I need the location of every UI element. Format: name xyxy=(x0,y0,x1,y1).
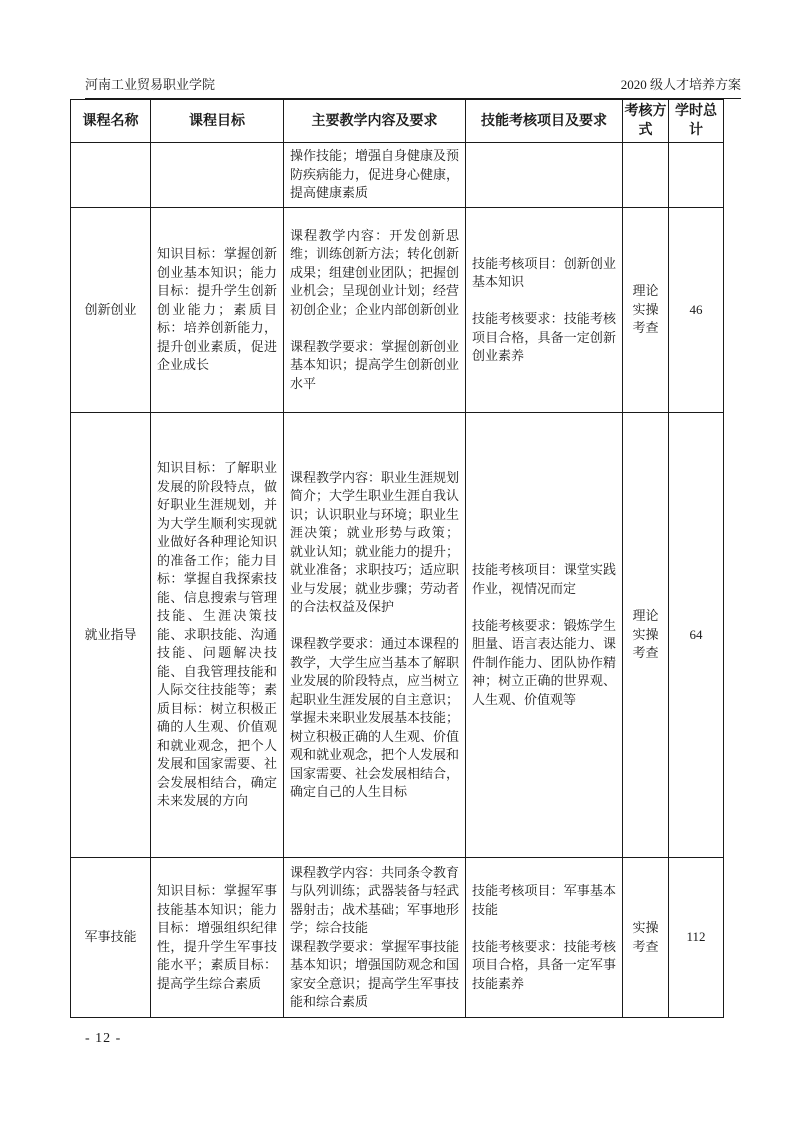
table-row-innovation xyxy=(71,208,724,413)
assessment-paragraph: 技能考核项目：课堂实践作业，视情况而定 xyxy=(472,562,616,596)
assessment-paragraph: 技能考核项目：军事基本技能 xyxy=(472,883,616,917)
teaching-content-cell xyxy=(284,413,466,858)
course-objectives-cell: 知识目标：掌握军事技能基本知识；能力目标：增强组织纪律性，提升学生军事技能水平；素质目标：提高学生综合素质 xyxy=(151,858,284,1018)
course-objectives-cell: 知识目标：掌握创新创业基本知识；能力目标：提升学生创新创业能力；素质目标：培养创新能力，提升创业素质，促进企业成长 xyxy=(151,208,284,413)
course-name-cell: 就业指导 xyxy=(71,413,151,858)
assessment-method-cell: 理论实操考查 xyxy=(623,413,669,858)
teaching-content-cell xyxy=(284,143,466,208)
table-row-employment xyxy=(71,413,724,858)
assessment-method-cell xyxy=(623,143,669,208)
column-header-method: 考核方式 xyxy=(623,100,669,143)
table-header-row xyxy=(71,100,724,143)
total-hours-cell: 112 xyxy=(669,858,724,1018)
page-header xyxy=(85,74,741,99)
assessment-method-cell: 理论实操考查 xyxy=(623,208,669,413)
skill-assessment-cell xyxy=(466,858,623,1018)
assessment-paragraph: 技能考核要求：技能考核项目合格，具备一定军事技能素养 xyxy=(472,938,616,991)
content-paragraph: 课程教学内容：职业生涯规划简介；大学生职业生涯自我认识；认识职业与环境；职业生涯决策；就业形势与政策； 就业认知；就业能力的提升；就业准备；求职技巧；适应职业与发展；就业步骤；劳动者的合法权益及保护 xyxy=(290,469,460,614)
assessment-paragraph: 技能考核要求：锻炼学生胆量、语言表达能力、课件制作能力、团队协作精神；树立正确的世界观、人生观、价值观等 xyxy=(472,617,616,707)
skill-assessment-cell xyxy=(466,143,623,208)
total-hours-cell xyxy=(669,143,724,208)
course-name-cell: 军事技能 xyxy=(71,858,151,1018)
column-header-assessment: 技能考核项目及要求 xyxy=(466,100,623,143)
total-hours-cell: 64 xyxy=(669,413,724,858)
table-row-military xyxy=(71,858,724,1018)
skill-assessment-cell xyxy=(466,208,623,413)
curriculum-table xyxy=(70,99,724,1018)
teaching-content-cell xyxy=(284,858,466,1018)
header-plan-title: 2020 级人才培养方案 xyxy=(620,77,741,92)
assessment-paragraph: 技能考核项目：创新创业基本知识 xyxy=(472,255,616,289)
column-header-content: 主要教学内容及要求 xyxy=(284,100,466,143)
assessment-paragraph: 技能考核要求：技能考核项目合格，具备一定创新创业素养 xyxy=(472,311,616,363)
total-hours-cell: 46 xyxy=(669,208,724,413)
content-paragraph: 课程教学内容：开发创新思维；训练创新方法；转化创新成果；组建创业团队；把握创业机会；呈现创业计划；经营初创企业；企业内部创新创业 xyxy=(290,227,460,317)
content-paragraph: 课程教学要求：掌握军事技能基本知识；增强国防观念和国家安全意识；提高学生军事技能和综合素质 xyxy=(290,938,460,1009)
assessment-method-cell: 实操考查 xyxy=(623,858,669,1018)
content-paragraph: 课程教学要求：通过本课程的教学，大学生应当基本了解职业发展的阶段特点，应当树立起职业生涯发展的自主意识；掌握未来职业发展基本技能；树立积极正确的人生观、价值观和就业观念，把个人发展和国家需要、社会发展相结合，确定自己的人生目标 xyxy=(290,636,460,799)
column-header-objectives: 课程目标 xyxy=(151,100,284,143)
course-objectives-cell xyxy=(151,143,284,208)
content-paragraph: 操作技能；增强自身健康及预防疾病能力，促进身心健康，提高健康素质 xyxy=(290,148,460,201)
header-school-name: 河南工业贸易职业学院 xyxy=(85,77,216,92)
table-row-continued xyxy=(71,143,724,208)
column-header-course: 课程名称 xyxy=(71,100,151,143)
course-name-cell: 创新创业 xyxy=(71,208,151,413)
course-objectives-cell: 知识目标：了解职业发展的阶段特点，做好职业生涯规划，并为大学生顺利实现就业做好各种理论知识的准备工作；能力目标：掌握自我探索技能、信息搜索与管理技能、生涯决策技能、求职技能、沟通技能、问题解决技能、自我管理技能和人际交往技能等；素质目标：树立积极正确的人生观、价值观和就业观念，把个人发展和国家需要、社会发展相结合，确定未来发展的方向 xyxy=(151,413,284,858)
content-paragraph: 课程教学要求：掌握创新创业基本知识；提高学生创新创业水平 xyxy=(290,338,460,391)
course-name-cell xyxy=(71,143,151,208)
column-header-hours: 学时总计 xyxy=(669,100,724,143)
teaching-content-cell xyxy=(284,208,466,413)
page-number: - 12 - xyxy=(85,1031,122,1046)
skill-assessment-cell xyxy=(466,413,623,858)
content-paragraph: 课程教学内容：共同条令教育与队列训练；武器装备与轻武器射击；战术基础；军事地形学；综合技能 xyxy=(290,864,460,935)
